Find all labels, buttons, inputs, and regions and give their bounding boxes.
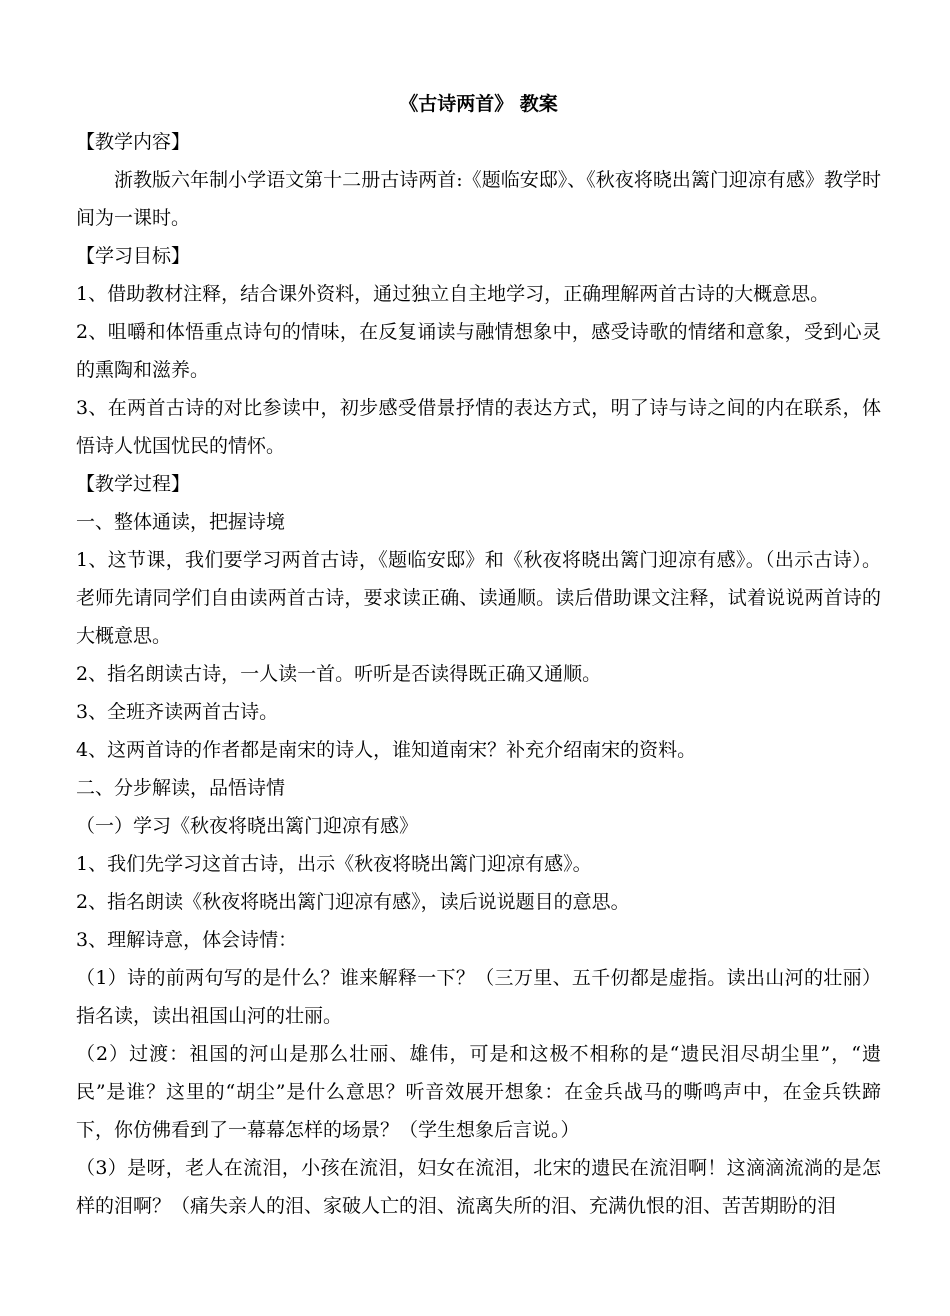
process-part-2-item-3: 3、理解诗意，体会诗情： bbox=[76, 929, 298, 951]
process-part-2-item-1: 1、我们先学习这首古诗，出示《秋夜将晓出篱门迎凉有感》。 bbox=[76, 853, 592, 875]
process-part-2-item-2: 2、指名朗读《秋夜将晓出篱门迎凉有感》，读后说说题目的意思。 bbox=[76, 891, 630, 913]
document-page bbox=[76, 85, 881, 1225]
goal-item-1: 1、借助教材注释，结合课外资料，通过独立自主地学习，正确理解两首古诗的大概意思。 bbox=[76, 283, 830, 305]
section-heading-content: 【教学内容】 bbox=[76, 131, 191, 153]
content-paragraph: 浙教版六年制小学语文第十二册古诗两首:《题临安邸》、《秋夜将晓出篱门迎凉有感》教学时间为一课时。 bbox=[76, 169, 881, 229]
section-heading-process: 【教学过程】 bbox=[76, 473, 191, 495]
question-item-1: （1）诗的前两句写的是什么？谁来解释一下？（三万里、五千仞都是虚指。读出山河的壮丽）指名读，读出祖国山河的壮丽。 bbox=[76, 967, 881, 1027]
goal-item-3: 3、在两首古诗的对比参读中，初步感受借景抒情的表达方式，明了诗与诗之间的内在联系，体悟诗人忧国忧民的情怀。 bbox=[76, 397, 881, 457]
process-part-1-heading: 一、整体通读，把握诗境 bbox=[76, 511, 286, 533]
document-title: 《古诗两首》 教案 bbox=[399, 93, 558, 115]
question-item-3: （3）是呀，老人在流泪，小孩在流泪，妇女在流泪，北宋的遗民在流泪啊！这滴滴流淌的是怎样的泪啊？（痛失亲人的泪、家破人亡的泪、流离失所的泪、充满仇恨的泪、苦苦期盼的泪 bbox=[76, 1157, 881, 1217]
process-part-2-heading: 二、分步解读，品悟诗情 bbox=[76, 777, 286, 799]
section-heading-goals: 【学习目标】 bbox=[76, 245, 191, 267]
goal-item-2: 2、咀嚼和体悟重点诗句的情味，在反复诵读与融情想象中，感受诗歌的情绪和意象，受到心灵的熏陶和滋养。 bbox=[76, 321, 881, 381]
process-part-1-item-1: 1、这节课，我们要学习两首古诗，《题临安邸》和《秋夜将晓出篱门迎凉有感》。（出示古诗）。老师先请同学们自由读两首古诗，要求读正确、读通顺。读后借助课文注释，试着说说两首诗的大概意思。 bbox=[76, 549, 881, 647]
question-item-2: （2）过渡：祖国的河山是那么壮丽、雄伟，可是和这极不相称的是“遗民泪尽胡尘里”，“遗民”是谁？这里的“胡尘”是什么意思？听音效展开想象：在金兵战马的嘶鸣声中，在金兵铁蹄下，你仿佛看到了一幕幕怎样的场景？（学生想象后言说。） bbox=[76, 1043, 881, 1141]
process-part-1-item-3: 3、全班齐读两首古诗。 bbox=[76, 701, 279, 723]
process-part-1-item-2: 2、指名朗读古诗，一人读一首。听听是否读得既正确又通顺。 bbox=[76, 663, 602, 685]
process-part-1-item-4: 4、这两首诗的作者都是南宋的诗人，谁知道南宋？补充介绍南宋的资料。 bbox=[76, 739, 697, 761]
process-sub-1-heading: （一）学习《秋夜将晓出篱门迎凉有感》 bbox=[76, 815, 419, 837]
